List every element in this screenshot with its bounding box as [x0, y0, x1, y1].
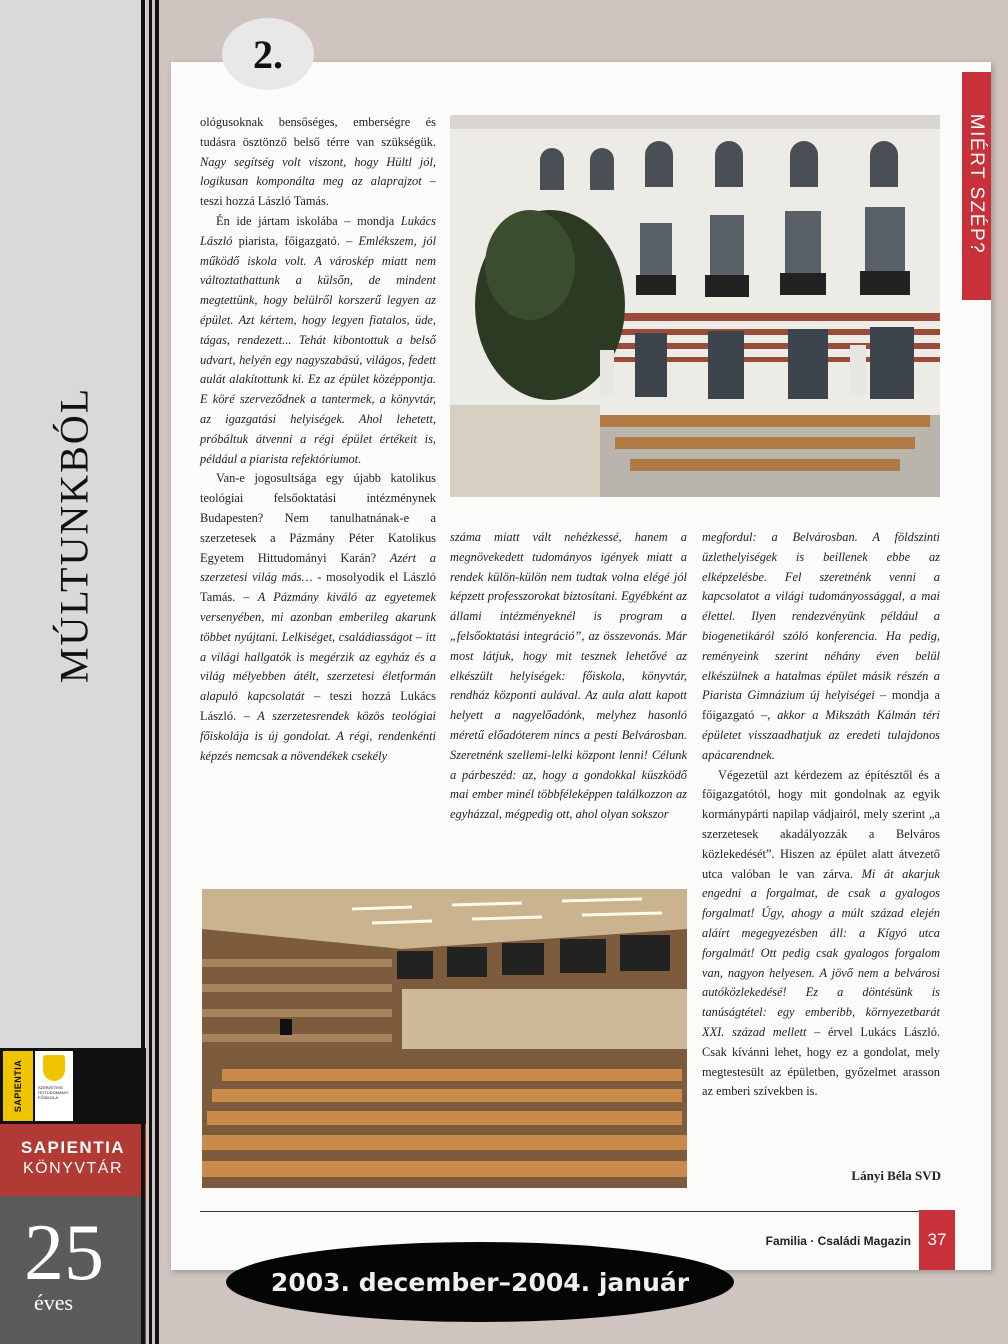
- paragraph: Van-e jogosultsága egy újabb katolikus teológiai felsőoktatási intézménynek Budapesten? Nem tanulhatnának-e a szerzetesek a Pázmány Péter Katolikus Egyetem Hittudományi Karán? Azért a szerzetesi világ más… - mosolyodik el László Tamás. – A Pázmány kiváló az egyetemek versenyében, mi azonban emberileg akarunk többet nyújtani. Lelkiséget, családiasságot – itt a világi hallgatók is megérzik az egyház és a világ mélyebben átélt, szerzetesi életformán alapuló kapcsolatát – teszi hozzá Lukács László. – A szerzetesrendek közös teológiai főiskolája is új gondolat. A régi, rendenkénti képzés nemcsak a növendékek csekély: [200, 471, 436, 763]
- paragraph: száma miatt vált nehézkessé, hanem a megnövekedett tudományos igények miatt a rendek külön-külön nem tudtak volna elégé jól képzett professzorokat biztosítani. Egyébként az állami intézményeknél is program a „felsőoktatási integráció”, az összevonás. Már most látjuk, hogy mit tesznek lehetővé az elkészült helyiségek: főiskola, könyvtár, rendház központi aulával. Az aula alatt kapott helyett a nagyelőadónk, melyhez hasonló méretű előadóterem nincs a pesti Belvárosban. Szeretnénk szellemi-lelki központ lenni! Célunk a párbeszéd: az, hogy a gondokkal küszködő mai ember minél többféleképpen találkozzon az egyházzal, mégpedig ott, ahol olyan sokszor: [450, 530, 687, 822]
- logo-small-text: SZERZETESI HITTUDOMÁNYI FŐISKOLA: [38, 1085, 69, 1100]
- paragraph: megfordul: a Belvárosban. A földszinti üzlethelyiségek is beillenek ebbe az elképzelésbe. Fel szeretnénk venni a kapcsolatot a világi tudományossággal, a mai élettel. Ilyen rendezvényünk például a biogenetikáról szóló konferencia. Ha pedig, reményeink szerint néhány éven belül elkészülnek a hatalmas épület másik részén a Piarista Gimnázium új helyiségei – mondja a főigazgató –, akkor a Mikszáth Kálmán téri épületet visszaadhatjuk az eredeti tulajdonos apácarendnek.: [702, 530, 940, 762]
- page-number: 37: [919, 1210, 955, 1270]
- logo-yellow-band: [3, 1051, 33, 1121]
- library-line-2: KÖNYVTÁR: [22, 1160, 123, 1177]
- author-signature: Lányi Béla SVD: [851, 1168, 941, 1183]
- sidebar-title: MÚLTUNKBÓL: [51, 386, 97, 684]
- section-tab-label: MIÉRT SZÉP?: [966, 113, 987, 255]
- footer-rule: [200, 1211, 919, 1212]
- magazine-page: [171, 62, 991, 1270]
- sidebar-divider-lines: [141, 0, 159, 1344]
- logo-white-panel: [35, 1051, 73, 1121]
- anniversary-word: éves: [34, 1290, 74, 1315]
- paragraph: ológusoknak bensőséges, emberségre és tudásra ösztönző belső térre van szükségük. Nagy segítség volt viszont, hogy Hültl jól, logikusan komponálta meg az alaprajzot – teszi hozzá László Tamás.: [200, 115, 436, 209]
- article-column-3: [702, 528, 940, 1102]
- anniversary-number: 25: [24, 1209, 104, 1297]
- lecture-hall-photo: [202, 889, 687, 1188]
- item-number-badge: 2.: [222, 18, 314, 90]
- crest-icon: [43, 1055, 65, 1081]
- issue-date: 2003. december–2004. január: [226, 1242, 734, 1322]
- anniversary-block: [0, 1196, 146, 1344]
- sidebar: [0, 0, 146, 1344]
- library-label: [0, 1124, 146, 1196]
- atrium-photo: [450, 115, 940, 497]
- paragraph: Végezetül azt kérdezem az építésztől és a főigazgatótól, hogy mit gondolnak az egyik kormánypárti napilap vádjairól, mely szerint „a szerzetesek akadályozzák a Belváros közlekedését”. Hiszen az épület alatt átvezető utca valóban le van zárva. Mi át akarjuk engedni a forgalmat, de csak a gyalogos forgalmat! Úgy, ahogy a múlt század elején aláírt megegyezésben áll: a Kígyó utca forgalmát! Ott pedig csak gyalogos forgalom van, nagyon helyesen. A jövő nem a belvárosi autóközlekedésé! Ez a döntésünk is tanúságtétel: egy emberibb, környezetbarát XXI. század mellett – érvel Lukács László. Csak kívánni lehet, hogy ez a gondolat, mely megtestesült az épületben, győzelmet arasson az emberi szívekben is.: [702, 767, 940, 1099]
- magazine-name: Familia · Családi Magazin: [765, 1234, 911, 1248]
- sapientia-logo: [0, 1048, 146, 1124]
- section-tab: [962, 72, 991, 300]
- article-column-2: [450, 528, 687, 825]
- library-line-1: SAPIENTIA: [20, 1138, 126, 1157]
- paragraph: Én ide jártam iskolába – mondja Lukács László piarista, főigazgató. – Emlékszem, jól működő iskola volt. A városkép miatt nem változtathattunk a külsőn, de mindent megtettünk, hogy belülről korszerű legyen az épület. Azt kértem, hogy legyen fiatalos, üde, tágas, rendezett... Tehát kibontottuk a belső udvart, helyén egy nagyszabású, világos, fedett aulát alakítottunk ki. Ez az épület középpontja. E köré szerveződnek a tantermek, a könyvtár, az igazgatási helyiségek. Ahol lehetett, próbáltuk átvenni a régi épület értékeit is, például a piarista refektóriumot.: [200, 213, 437, 466]
- article-column-1: [200, 113, 436, 766]
- logo-vertical-text: SAPIENTIA: [13, 1059, 23, 1113]
